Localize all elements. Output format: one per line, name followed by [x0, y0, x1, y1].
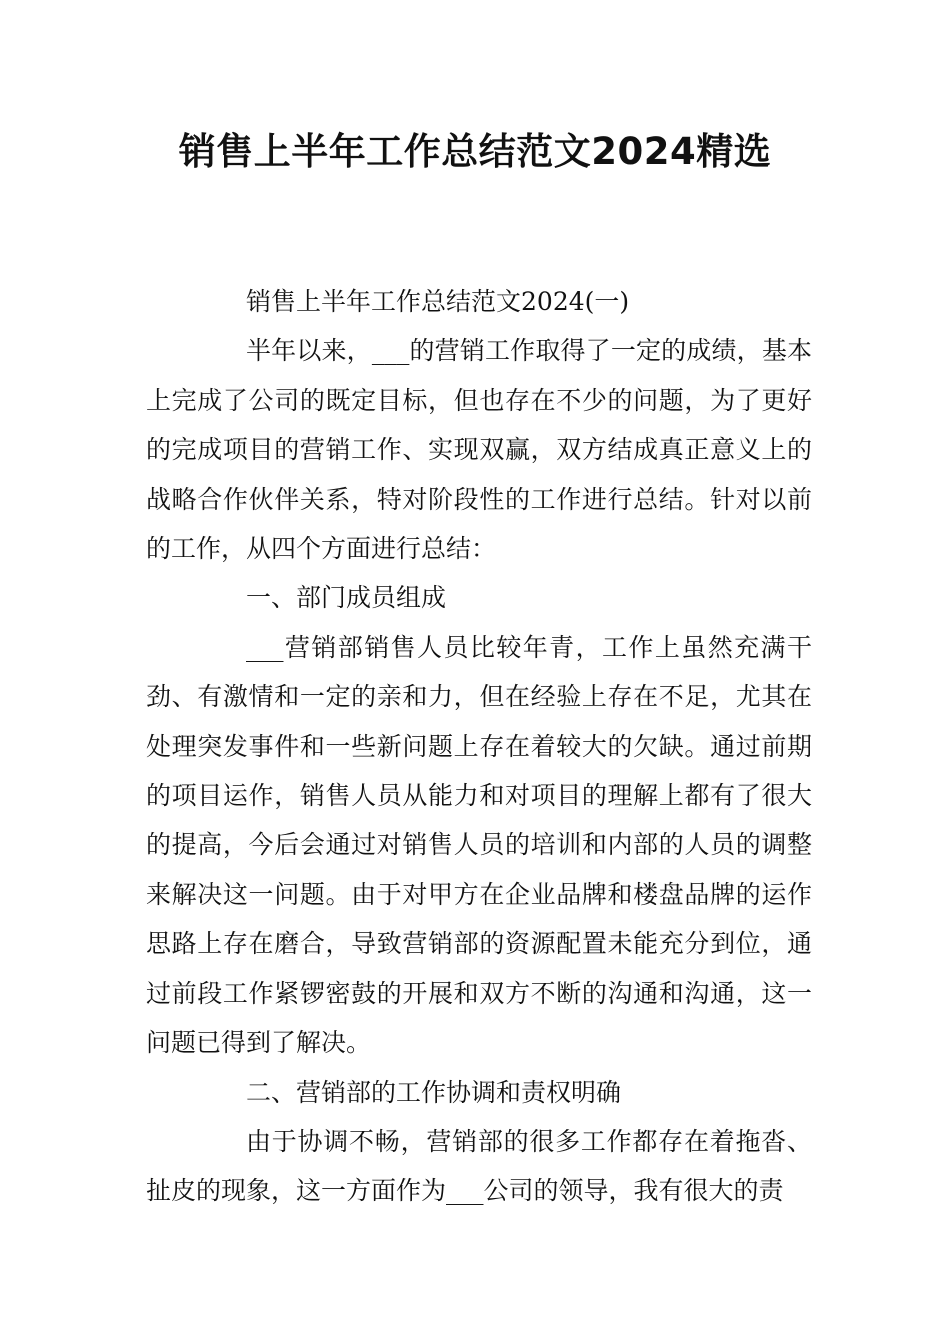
section-heading-1: 一、部门成员组成 — [246, 583, 447, 613]
section-heading-2: 二、营销部的工作协调和责权明确 — [246, 1077, 622, 1107]
subtitle: 销售上半年工作总结范文2024(一) — [246, 287, 630, 316]
paragraph-staff: ___营销部销售人员比较年青，工作上虽然充满干劲、有激情和一定的亲和力，但在经验上存在不足，尤其在处理突发事件和一些新问题上存在着较大的欠缺。通过前期的项目运作，销售人员从能力和对项目的理解上都有了很大的提高，今后会通过对销售人员的培训和内部的人员的调整来解决这一问题。由于对甲方在企业品牌和楼盘品牌的运作思路上存在磨合，导致营销部的资源配置未能充分到位，通过前段工作紧锣密鼓的开展和双方不断的沟通和沟通，这一问题已得到了解决。 — [146, 632, 812, 1058]
paragraph-coordination: 由于协调不畅，营销部的很多工作都存在着拖沓、扯皮的现象，这一方面作为___公司的领导，我有很大的责 — [146, 1126, 812, 1206]
document-title: 销售上半年工作总结范文2024精选 — [178, 130, 772, 173]
paragraph-intro: 半年以来，___的营销工作取得了一定的成绩，基本上完成了公司的既定目标，但也存在不少的问题，为了更好的完成项目的营销工作、实现双赢，双方结成真正意义上的战略合作伙伴关系，特对阶段性的工作进行总结。针对以前的工作，从四个方面进行总结： — [146, 336, 812, 564]
document-body — [146, 277, 812, 1216]
